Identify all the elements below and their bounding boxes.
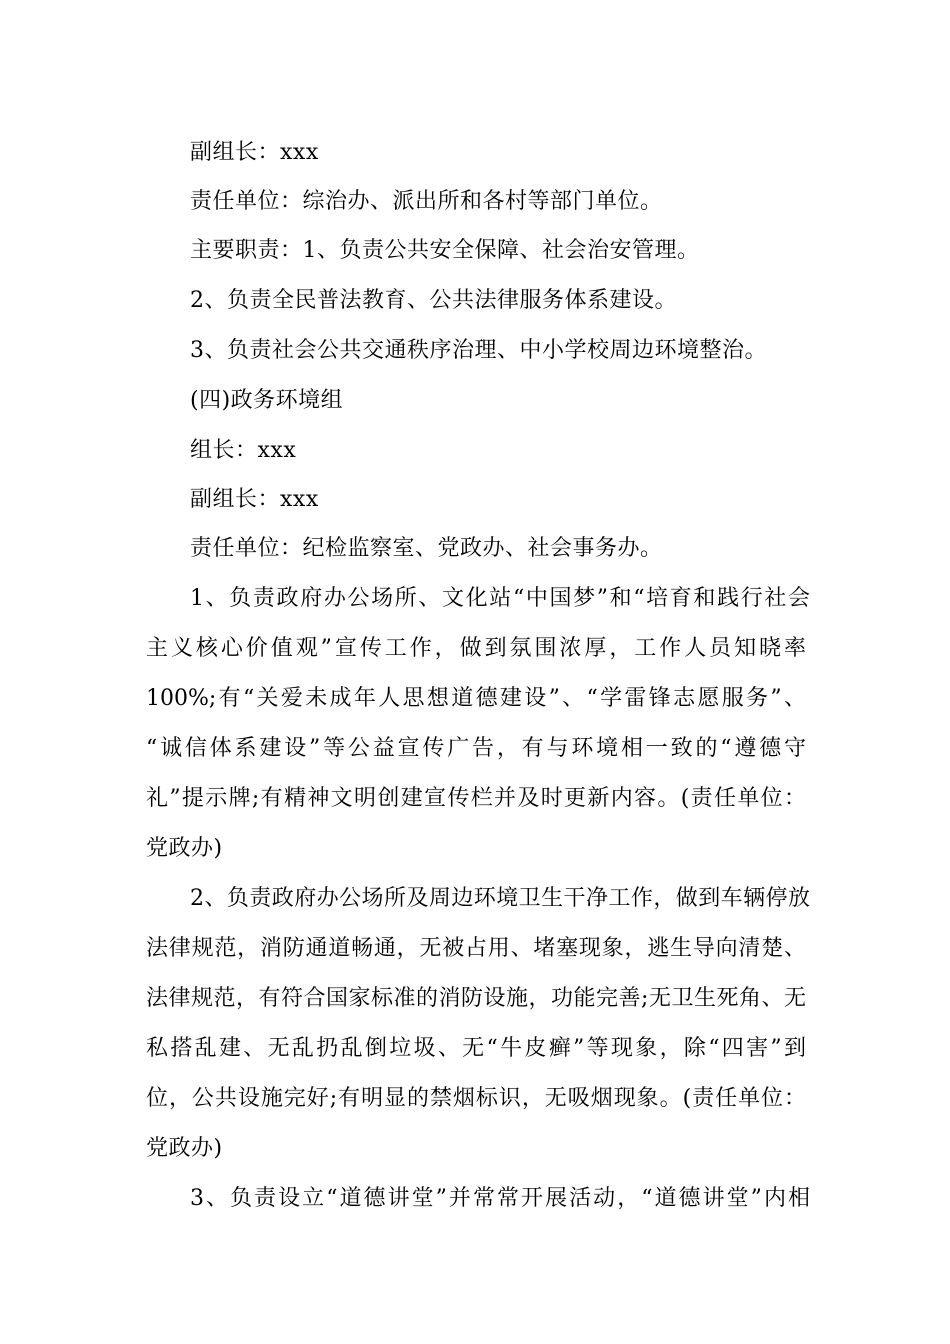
paragraph-3-line-1: 3、负责设立“道德讲堂”并常常开展活动，“道德讲堂”内相 xyxy=(190,1186,810,1211)
paragraph-1-line-5: 礼”提示牌;有精神文明创建宣传栏并及时更新内容。(责任单位： xyxy=(146,786,806,811)
paragraph-1-line-1: 1、负责政府办公场所、文化站“中国梦”和“培育和践行社会 xyxy=(190,586,810,611)
paragraph-1-line-2: 主义核心价值观”宣传工作，做到氛围浓厚，工作人员知晓率 xyxy=(146,636,806,661)
responsible-unit-line-1: 责任单位：综治办、派出所和各村等部门单位。 xyxy=(190,189,663,214)
responsible-unit-line-2: 责任单位：纪检监察室、党政办、社会事务办。 xyxy=(190,536,663,561)
paragraph-2-line-6: 党政办) xyxy=(146,1136,223,1161)
paragraph-1-line-4: “诚信体系建设”等公益宣传广告，有与环境相一致的“遵德守 xyxy=(146,736,806,761)
section-heading: (四)政务环境组 xyxy=(190,388,344,413)
leader-line: 组长：xxx xyxy=(190,438,297,463)
duty-item-2: 2、负责全民普法教育、公共法律服务体系建设。 xyxy=(190,288,677,313)
paragraph-2-line-2: 法律规范，消防通道畅通，无被占用、堵塞现象，逃生导向清楚、 xyxy=(146,936,806,961)
duty-item-3: 3、负责社会公共交通秩序治理、中小学校周边环境整治。 xyxy=(190,338,767,363)
paragraph-2-line-1: 2、负责政府办公场所及周边环境卫生干净工作，做到车辆停放 xyxy=(190,886,810,911)
main-duty-line: 主要职责：1、负责公共安全保障、社会治安管理。 xyxy=(190,238,700,263)
deputy-leader-line-2: 副组长：xxx xyxy=(190,487,319,512)
deputy-leader-line-1: 副组长：xxx xyxy=(190,140,319,165)
paragraph-2-line-3: 法律规范，有符合国家标准的消防设施，功能完善;无卫生死角、无 xyxy=(146,986,806,1011)
paragraph-2-line-4: 私搭乱建、无乱扔乱倒垃圾、无“牛皮癣”等现象，除“四害”到 xyxy=(146,1036,806,1061)
paragraph-2-line-5: 位，公共设施完好;有明显的禁烟标识，无吸烟现象。(责任单位： xyxy=(146,1086,806,1111)
paragraph-1-line-6: 党政办) xyxy=(146,836,223,861)
paragraph-1-line-3: 100%;有“关爱未成年人思想道德建设”、“学雷锋志愿服务”、 xyxy=(146,686,806,711)
